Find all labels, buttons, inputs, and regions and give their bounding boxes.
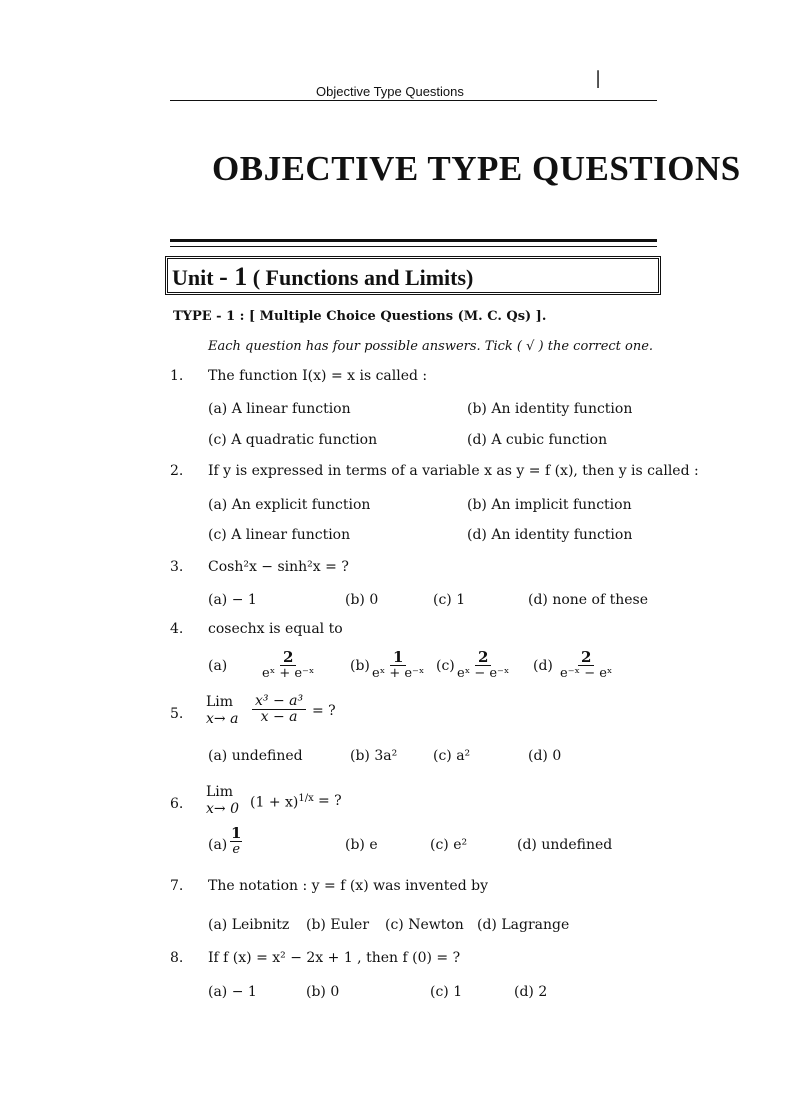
option[interactable]: (a) A linear function <box>208 401 351 417</box>
fraction: $\frac{1}{\text{eˣ + e⁻ˣ}}$ <box>372 648 425 681</box>
option[interactable]: (a) − 1 <box>208 592 257 608</box>
question-text: If f (x) = x² − 2x + 1 , then f (0) = ? <box>208 950 461 966</box>
page-title: OBJECTIVE TYPE QUESTIONS <box>212 149 741 188</box>
fraction: $\frac{\text{x³ − a³}}{x - a}$ <box>252 694 306 725</box>
unit-heading: Unit - 1 ( Functions and Limits) <box>172 262 474 291</box>
fraction: $\frac{1}{e}$ <box>231 824 242 857</box>
fraction: $\frac{2}{\text{eˣ − e⁻ˣ}}$ <box>457 648 510 681</box>
option[interactable]: (d) Lagrange <box>477 917 570 933</box>
option[interactable]: (a) undefined <box>208 748 303 764</box>
option[interactable]: (a) <box>208 658 228 674</box>
option[interactable]: (b) e <box>345 837 378 853</box>
unit-box <box>165 256 661 295</box>
title-rule-thin <box>170 246 657 247</box>
running-header: Objective Type Questions <box>316 84 464 99</box>
option[interactable]: (c) 1 <box>430 984 463 1000</box>
option[interactable]: (d) undefined <box>517 837 613 853</box>
type-heading: TYPE - 1 : [ Multiple Choice Questions (M. C. Qs) ]. <box>173 309 547 324</box>
question-text: The notation : y = f (x) was invented by <box>208 878 488 894</box>
question-text: cosechx is equal to <box>208 621 343 637</box>
option[interactable]: (c) e² <box>430 837 468 853</box>
question-text: If y is expressed in terms of a variable x as y = f (x), then y is called : <box>208 463 699 479</box>
equals-question: = ? <box>312 703 336 719</box>
option[interactable]: (b) 0 <box>345 592 379 608</box>
page-mark: | <box>595 68 602 89</box>
option[interactable]: (b) <box>350 658 370 674</box>
question-number: 4. <box>170 621 184 637</box>
question-text: Cosh²x − sinh²x = ? <box>208 559 349 575</box>
option[interactable]: (b) 3a² <box>350 748 398 764</box>
limit-operator: Lim x→ 0 <box>206 784 239 817</box>
option[interactable]: (d) 0 <box>528 748 562 764</box>
option[interactable]: (b) 0 <box>306 984 340 1000</box>
question-number: 6. <box>170 796 184 812</box>
option[interactable]: (c) A linear function <box>208 527 351 543</box>
fraction: $\frac{2}{\text{eˣ + e⁻ˣ}}$ <box>262 648 315 681</box>
option[interactable]: (b) An implicit function <box>467 497 632 513</box>
question-number: 7. <box>170 878 184 894</box>
equals-question: = ? <box>318 793 342 809</box>
fraction: $\frac{2}{\text{e⁻ˣ − eˣ}}$ <box>560 648 613 681</box>
question-text: The function I(x) = x is called : <box>208 368 428 384</box>
expression: $(1 + x)^{1/x}$ <box>250 793 314 811</box>
question-number: 3. <box>170 559 184 575</box>
option[interactable]: (c) Newton <box>385 917 464 933</box>
option[interactable]: (b) Euler <box>306 917 370 933</box>
option[interactable]: (c) A quadratic function <box>208 432 378 448</box>
option[interactable]: (d) An identity function <box>467 527 633 543</box>
header-rule <box>170 100 657 101</box>
question-number: 1. <box>170 368 184 384</box>
option[interactable]: (a) − 1 <box>208 984 257 1000</box>
option[interactable]: (c) 1 <box>433 592 466 608</box>
question-number: 2. <box>170 463 184 479</box>
option[interactable]: (a) <box>208 837 228 853</box>
option[interactable]: (d) 2 <box>514 984 548 1000</box>
option[interactable]: (d) A cubic function <box>467 432 608 448</box>
limit-operator: Lim x→ a <box>206 694 239 727</box>
title-rule-thick <box>170 239 657 242</box>
option[interactable]: (b) An identity function <box>467 401 633 417</box>
instruction: Each question has four possible answers. Tick ( √ ) the correct one. <box>208 339 654 354</box>
option[interactable]: (d) <box>533 658 553 674</box>
option[interactable]: (d) none of these <box>528 592 648 608</box>
option[interactable]: (c) <box>436 658 455 674</box>
question-number: 8. <box>170 950 184 966</box>
question-number: 5. <box>170 706 184 722</box>
option[interactable]: (a) An explicit function <box>208 497 371 513</box>
option[interactable]: (a) Leibnitz <box>208 917 290 933</box>
option[interactable]: (c) a² <box>433 748 471 764</box>
